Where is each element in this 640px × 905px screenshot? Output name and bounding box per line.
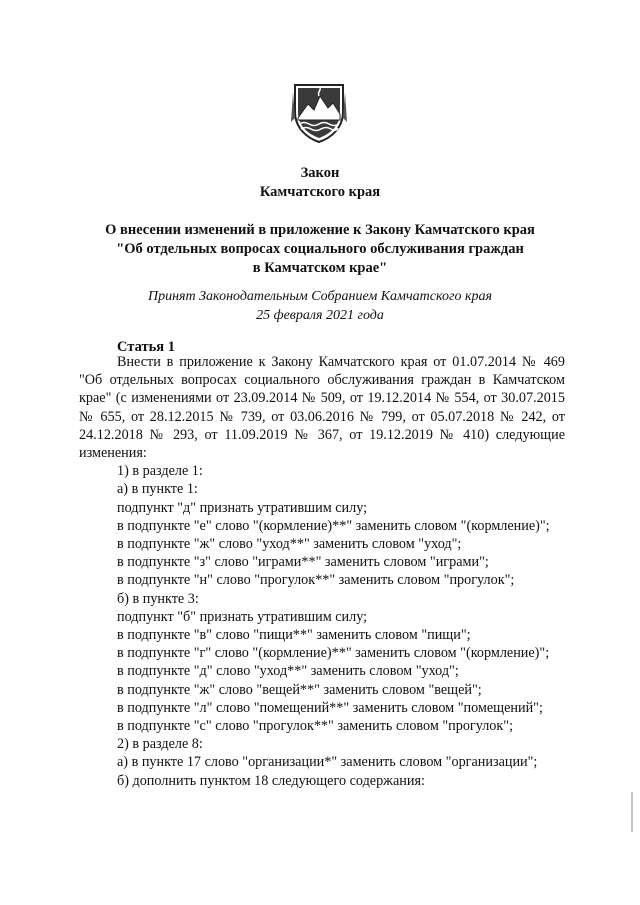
list-item: б) дополнить пунктом 18 следующего содержания: — [117, 772, 425, 789]
adoption-date: 25 февраля 2021 года — [256, 308, 384, 323]
article-heading: Статья 1 — [117, 339, 175, 355]
paragraph-intro: Внести в приложение к Закону Камчатского края от 01.07.2014 № 469 "Об отдельных вопросах социального обслуживания граждан в Камчатском крае" (с изменениями от 23.09.2014 № 509, от 19.12.2014 № 554, от 30.07.2015 № 655, от 28.12.2015 № 739, от 03.06.2016 № 799, от 05.07.2018 № 242, от 24.12.2018 № 293, от 11.09.2019 № 367, от 19.12.2019 № 410) следующие изменения: — [79, 354, 565, 462]
adoption-line1: Принят Законодательным Собранием Камчатского края — [147, 289, 493, 304]
list-item: а) в пункте 17 слово "организации*" заменить словом "организации"; — [117, 754, 538, 771]
list-item: в подпункте "н" слово "прогулок**" заменить словом "прогулок"; — [117, 572, 515, 589]
law-title-line1: О внесении изменений в приложение к Закону Камчатского края — [105, 222, 535, 238]
region-label: Камчатского края — [259, 184, 381, 200]
adoption-note — [80, 287, 560, 325]
kamchatka-coat-of-arms-icon — [291, 82, 347, 144]
law-title — [80, 221, 560, 278]
list-item: а) в пункте 1: — [117, 481, 198, 498]
list-item: в подпункте "г" слово "(кормление)**" заменить словом "(кормление)"; — [117, 645, 550, 662]
list-item: в подпункте "в" слово "пищи**" заменить словом "пищи"; — [117, 627, 471, 644]
law-title-line3: в Камчатском крае" — [252, 260, 388, 276]
list-item: подпункт "б" признать утратившим силу; — [117, 608, 368, 625]
list-item: подпункт "д" признать утратившим силу; — [117, 499, 368, 516]
list-item: 1) в разделе 1: — [117, 463, 203, 480]
list-item: в подпункте "ж" слово "уход**" заменить словом "уход"; — [117, 536, 462, 553]
article-body — [79, 353, 565, 790]
list-item: б) в пункте 3: — [117, 590, 199, 607]
list-item: в подпункте "з" слово "играми**" заменить словом "играми"; — [117, 554, 489, 571]
law-heading — [80, 164, 560, 202]
law-label: Закон — [300, 165, 340, 181]
list-item: 2) в разделе 8: — [117, 736, 203, 753]
scan-edge-mark — [631, 792, 633, 832]
list-item: в подпункте "ж" слово "вещей**" заменить словом "вещей"; — [117, 681, 482, 698]
list-item: в подпункте "с" слово "прогулок**" заменить словом "прогулок"; — [117, 718, 514, 735]
list-item: в подпункте "л" слово "помещений**" заменить словом "помещений"; — [117, 699, 543, 716]
list-item: в подпункте "е" слово "(кормление)**" заменить словом "(кормление)"; — [117, 517, 550, 534]
list-item: в подпункте "д" слово "уход**" заменить словом "уход"; — [117, 663, 459, 680]
law-title-line2: "Об отдельных вопросах социального обслуживания граждан — [116, 241, 524, 257]
